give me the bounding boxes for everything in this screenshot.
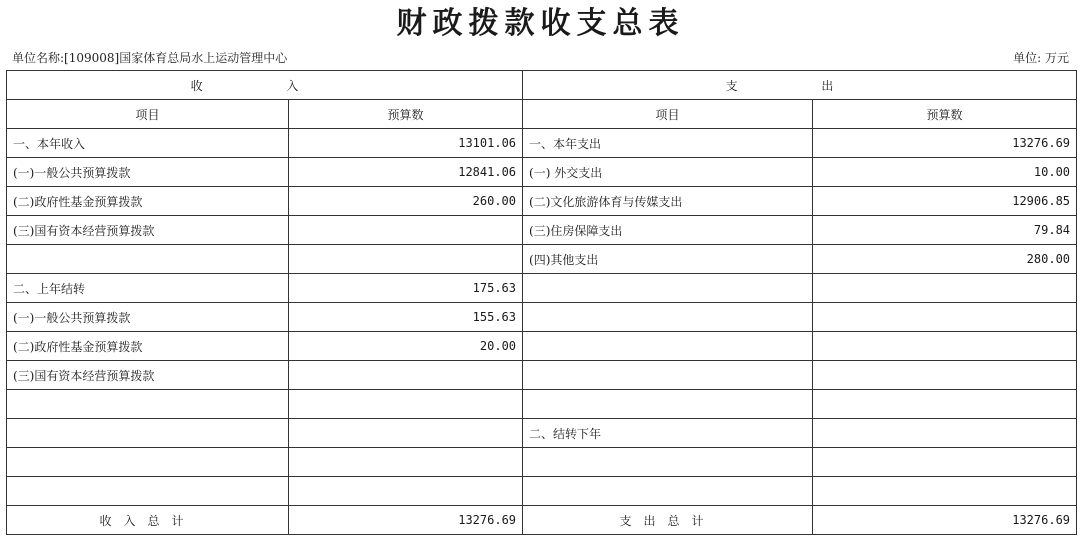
table-row: [7, 129, 1077, 158]
unit-label: 单位: 万元: [1013, 51, 1069, 65]
expense-item-cell: [523, 448, 813, 477]
expense-item-cell: [523, 361, 813, 390]
totals-row: [7, 506, 1077, 535]
section-header-row: [7, 71, 1077, 100]
expense-item-cell: (一) 外交支出: [523, 158, 813, 187]
expense-value-cell: 79.84: [813, 216, 1077, 245]
expense-value-cell: 12906.85: [813, 187, 1077, 216]
income-item-cell: [7, 477, 289, 506]
expense-item-cell: (四)其他支出: [523, 245, 813, 274]
expense-budget-header: 预算数: [813, 100, 1077, 129]
expense-item-cell: [523, 274, 813, 303]
income-item-cell: (一)一般公共预算拨款: [7, 303, 289, 332]
income-value-cell: [289, 477, 523, 506]
table-row: [7, 158, 1077, 187]
expense-value-cell: 13276.69: [813, 129, 1077, 158]
expense-value-cell: [813, 361, 1077, 390]
income-budget-header: 预算数: [289, 100, 523, 129]
income-item-cell: [7, 390, 289, 419]
table-row: [7, 419, 1077, 448]
table-row: [7, 448, 1077, 477]
expense-item-cell: [523, 390, 813, 419]
income-total-label: 收入总计: [7, 506, 289, 535]
income-item-cell: 一、本年收入: [7, 129, 289, 158]
income-value-cell: 12841.06: [289, 158, 523, 187]
expense-item-header: 项目: [523, 100, 813, 129]
table-row: [7, 361, 1077, 390]
expense-value-cell: [813, 448, 1077, 477]
income-value-cell: [289, 245, 523, 274]
income-value-cell: 13101.06: [289, 129, 523, 158]
expense-item-cell: [523, 303, 813, 332]
income-value-cell: [289, 390, 523, 419]
income-value-cell: [289, 419, 523, 448]
expense-value-cell: 10.00: [813, 158, 1077, 187]
income-value-cell: [289, 448, 523, 477]
expense-value-cell: [813, 274, 1077, 303]
table-row: [7, 332, 1077, 361]
expense-item-cell: 二、结转下年: [523, 419, 813, 448]
income-item-cell: (一)一般公共预算拨款: [7, 158, 289, 187]
budget-table: [6, 70, 1077, 535]
income-value-cell: 260.00: [289, 187, 523, 216]
income-value-cell: 20.00: [289, 332, 523, 361]
expense-item-cell: (二)文化旅游体育与传媒支出: [523, 187, 813, 216]
table-row: [7, 477, 1077, 506]
income-item-cell: (三)国有资本经营预算拨款: [7, 361, 289, 390]
income-item-cell: [7, 245, 289, 274]
income-item-cell: [7, 419, 289, 448]
expense-item-cell: 一、本年支出: [523, 129, 813, 158]
expense-value-cell: [813, 303, 1077, 332]
table-row: [7, 187, 1077, 216]
expense-item-cell: (三)住房保障支出: [523, 216, 813, 245]
income-value-cell: 155.63: [289, 303, 523, 332]
income-value-cell: [289, 361, 523, 390]
expense-value-cell: [813, 419, 1077, 448]
expense-value-cell: [813, 477, 1077, 506]
income-total-value: 13276.69: [289, 506, 523, 535]
table-row: [7, 216, 1077, 245]
income-value-cell: [289, 216, 523, 245]
table-row: [7, 274, 1077, 303]
table-row: [7, 390, 1077, 419]
expense-value-cell: [813, 390, 1077, 419]
expense-item-cell: [523, 332, 813, 361]
report-title: 财政拨款收支总表: [396, 6, 685, 41]
income-item-cell: [7, 448, 289, 477]
income-item-cell: (三)国有资本经营预算拨款: [7, 216, 289, 245]
expense-item-cell: [523, 477, 813, 506]
expense-total-value: 13276.69: [813, 506, 1077, 535]
expense-total-label: 支出总计: [523, 506, 813, 535]
table-row: [7, 303, 1077, 332]
expense-header: 支 出: [523, 71, 1077, 100]
income-item-cell: 二、上年结转: [7, 274, 289, 303]
table-row: [7, 245, 1077, 274]
expense-value-cell: 280.00: [813, 245, 1077, 274]
income-value-cell: 175.63: [289, 274, 523, 303]
income-item-header: 项目: [7, 100, 289, 129]
column-header-row: [7, 100, 1077, 129]
income-header: 收 入: [7, 71, 523, 100]
unit-name-label: 单位名称:[109008]国家体育总局水上运动管理中心: [12, 51, 288, 65]
income-item-cell: (二)政府性基金预算拨款: [7, 332, 289, 361]
income-item-cell: (二)政府性基金预算拨款: [7, 187, 289, 216]
expense-value-cell: [813, 332, 1077, 361]
